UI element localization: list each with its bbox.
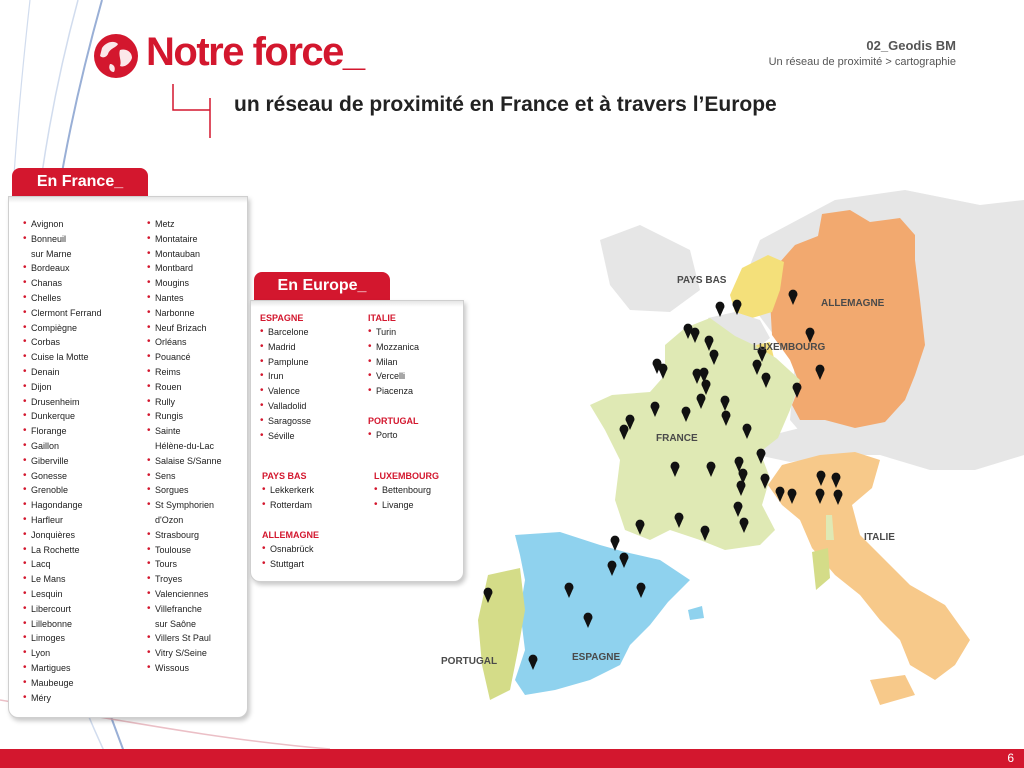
location-item: • Lacq (23, 557, 147, 572)
location-item: • Reims (147, 365, 243, 380)
location-item: • Salaise S/Sanne (147, 454, 243, 469)
location-item: • Pamplune (260, 355, 311, 370)
location-item: • Gaillon (23, 439, 147, 454)
city-list (368, 325, 419, 399)
country-title: ESPAGNE (260, 313, 304, 323)
location-item: • Sainte Hélène-du-Lac (147, 424, 243, 454)
location-item: • Valenciennes (147, 587, 243, 602)
location-item: • Rotterdam (262, 498, 314, 513)
page-title: Notre force_ (146, 30, 364, 74)
location-item: • Porto (368, 428, 419, 443)
location-item: • Avignon (23, 217, 147, 232)
map-uk-ireland (600, 225, 700, 312)
location-item: • Clermont Ferrand (23, 306, 147, 321)
location-item: • Milan (368, 355, 419, 370)
map-label-portugal: PORTUGAL (441, 656, 498, 667)
location-item: • Tours (147, 557, 243, 572)
location-item: • Osnabrück (262, 542, 319, 557)
location-item: • Sorgues (147, 483, 243, 498)
france-locations-list-col2 (147, 217, 243, 676)
page-subtitle: un réseau de proximité en France et à travers l’Europe (234, 93, 777, 116)
globe-logo-icon (92, 32, 140, 80)
map-label-luxembourg: LUXEMBOURG (753, 342, 826, 353)
location-item: • Metz (147, 217, 243, 232)
location-item: • Livange (374, 498, 439, 513)
tab-en-europe: En Europe_ (254, 272, 390, 300)
country-group-luxembourg (374, 469, 439, 513)
location-item: • Chelles (23, 291, 147, 306)
map-sardinia (812, 548, 830, 590)
map-spain (515, 532, 690, 695)
location-item: • Lillebonne (23, 617, 147, 632)
location-item: • Rouen (147, 380, 243, 395)
location-item: • Bonneuil sur Marne (23, 232, 147, 262)
location-item: • Sens (147, 469, 243, 484)
country-title: ALLEMAGNE (262, 530, 319, 540)
location-item: • Maubeuge (23, 676, 147, 691)
country-title: PAYS BAS (262, 471, 307, 481)
location-item: • Lesquin (23, 587, 147, 602)
location-item: • Cuise la Motte (23, 350, 147, 365)
location-item: • Bordeaux (23, 261, 147, 276)
map-label-italie: ITALIE (864, 532, 895, 543)
document-reference: 02_Geodis BM (866, 38, 956, 53)
map-sicily (870, 675, 915, 705)
city-list (262, 483, 314, 513)
france-locations-list-col1 (23, 217, 147, 705)
location-item: • Montbard (147, 261, 243, 276)
page-number: 6 (1007, 751, 1014, 765)
location-item: • Montauban (147, 247, 243, 262)
location-item: • Villers St Paul (147, 631, 243, 646)
location-item: • Corbas (23, 335, 147, 350)
location-item: • Neuf Brizach (147, 321, 243, 336)
location-item: • Harfleur (23, 513, 147, 528)
location-item: • Troyes (147, 572, 243, 587)
tab-en-france: En France_ (12, 168, 148, 196)
city-list (368, 428, 419, 443)
location-item: • Le Mans (23, 572, 147, 587)
location-item: • Pouancé (147, 350, 243, 365)
location-item: • Drusenheim (23, 395, 147, 410)
location-item: • Villefranche sur Saône (147, 602, 243, 632)
location-item: • Montataire (147, 232, 243, 247)
location-item: • Denain (23, 365, 147, 380)
location-item: • Wissous (147, 661, 243, 676)
location-item: • Toulouse (147, 543, 243, 558)
location-item: • Narbonne (147, 306, 243, 321)
location-item: • Giberville (23, 454, 147, 469)
location-item: • Mougins (147, 276, 243, 291)
country-group-allemagne (262, 528, 319, 572)
location-item: • Nantes (147, 291, 243, 306)
location-item: • Gonesse (23, 469, 147, 484)
location-item: • Séville (260, 429, 311, 444)
location-item: • Stuttgart (262, 557, 319, 572)
footer-bar (0, 749, 1024, 768)
breadcrumb: Un réseau de proximité > cartographie (768, 56, 956, 68)
location-item: • Grenoble (23, 483, 147, 498)
map-label-pays-bas: PAYS BAS (677, 275, 727, 286)
location-item: • Lekkerkerk (262, 483, 314, 498)
location-item: • Hagondange (23, 498, 147, 513)
location-item: • Rully (147, 395, 243, 410)
location-item: • Saragosse (260, 414, 311, 429)
location-item: • La Rochette (23, 543, 147, 558)
location-item: • Dijon (23, 380, 147, 395)
map-label-espagne: ESPAGNE (572, 652, 621, 663)
country-group-portugal (368, 414, 419, 443)
location-item: • Orléans (147, 335, 243, 350)
subtitle-bracket-decoration (170, 84, 215, 139)
location-item: • Vercelli (368, 369, 419, 384)
location-item: • Compiègne (23, 321, 147, 336)
location-item: • Méry (23, 691, 147, 706)
country-title: PORTUGAL (368, 416, 419, 426)
location-item: • Barcelone (260, 325, 311, 340)
location-item: • Chanas (23, 276, 147, 291)
location-item: • Dunkerque (23, 409, 147, 424)
location-item: • Libercourt (23, 602, 147, 617)
country-group-espagne (260, 311, 311, 443)
map-label-france: FRANCE (656, 433, 698, 444)
country-title: ITALIE (368, 313, 396, 323)
location-item: • Vitry S/Seine (147, 646, 243, 661)
city-list (260, 325, 311, 443)
city-list (262, 542, 319, 572)
location-item: • Turin (368, 325, 419, 340)
europe-locations-panel (250, 300, 464, 582)
location-item: • Rungis (147, 409, 243, 424)
location-item: • Jonquières (23, 528, 147, 543)
location-item: • Martigues (23, 661, 147, 676)
location-item: • Bettenbourg (374, 483, 439, 498)
location-item: • Piacenza (368, 384, 419, 399)
location-item: • Valence (260, 384, 311, 399)
location-item: • Florange (23, 424, 147, 439)
location-item: • Strasbourg (147, 528, 243, 543)
map-label-allemagne: ALLEMAGNE (821, 298, 885, 309)
country-group-italie (368, 311, 419, 399)
location-item: • Lyon (23, 646, 147, 661)
country-group-pays-bas (262, 469, 314, 513)
map-balearics (688, 606, 704, 620)
location-item: • Limoges (23, 631, 147, 646)
location-item: • Valladolid (260, 399, 311, 414)
location-item: • Madrid (260, 340, 311, 355)
france-locations-panel (8, 196, 248, 718)
map-italy (768, 452, 970, 680)
location-item: • St Symphorien d'Ozon (147, 498, 243, 528)
city-list (374, 483, 439, 513)
country-title: LUXEMBOURG (374, 471, 439, 481)
location-item: • Irun (260, 369, 311, 384)
location-item: • Mozzanica (368, 340, 419, 355)
